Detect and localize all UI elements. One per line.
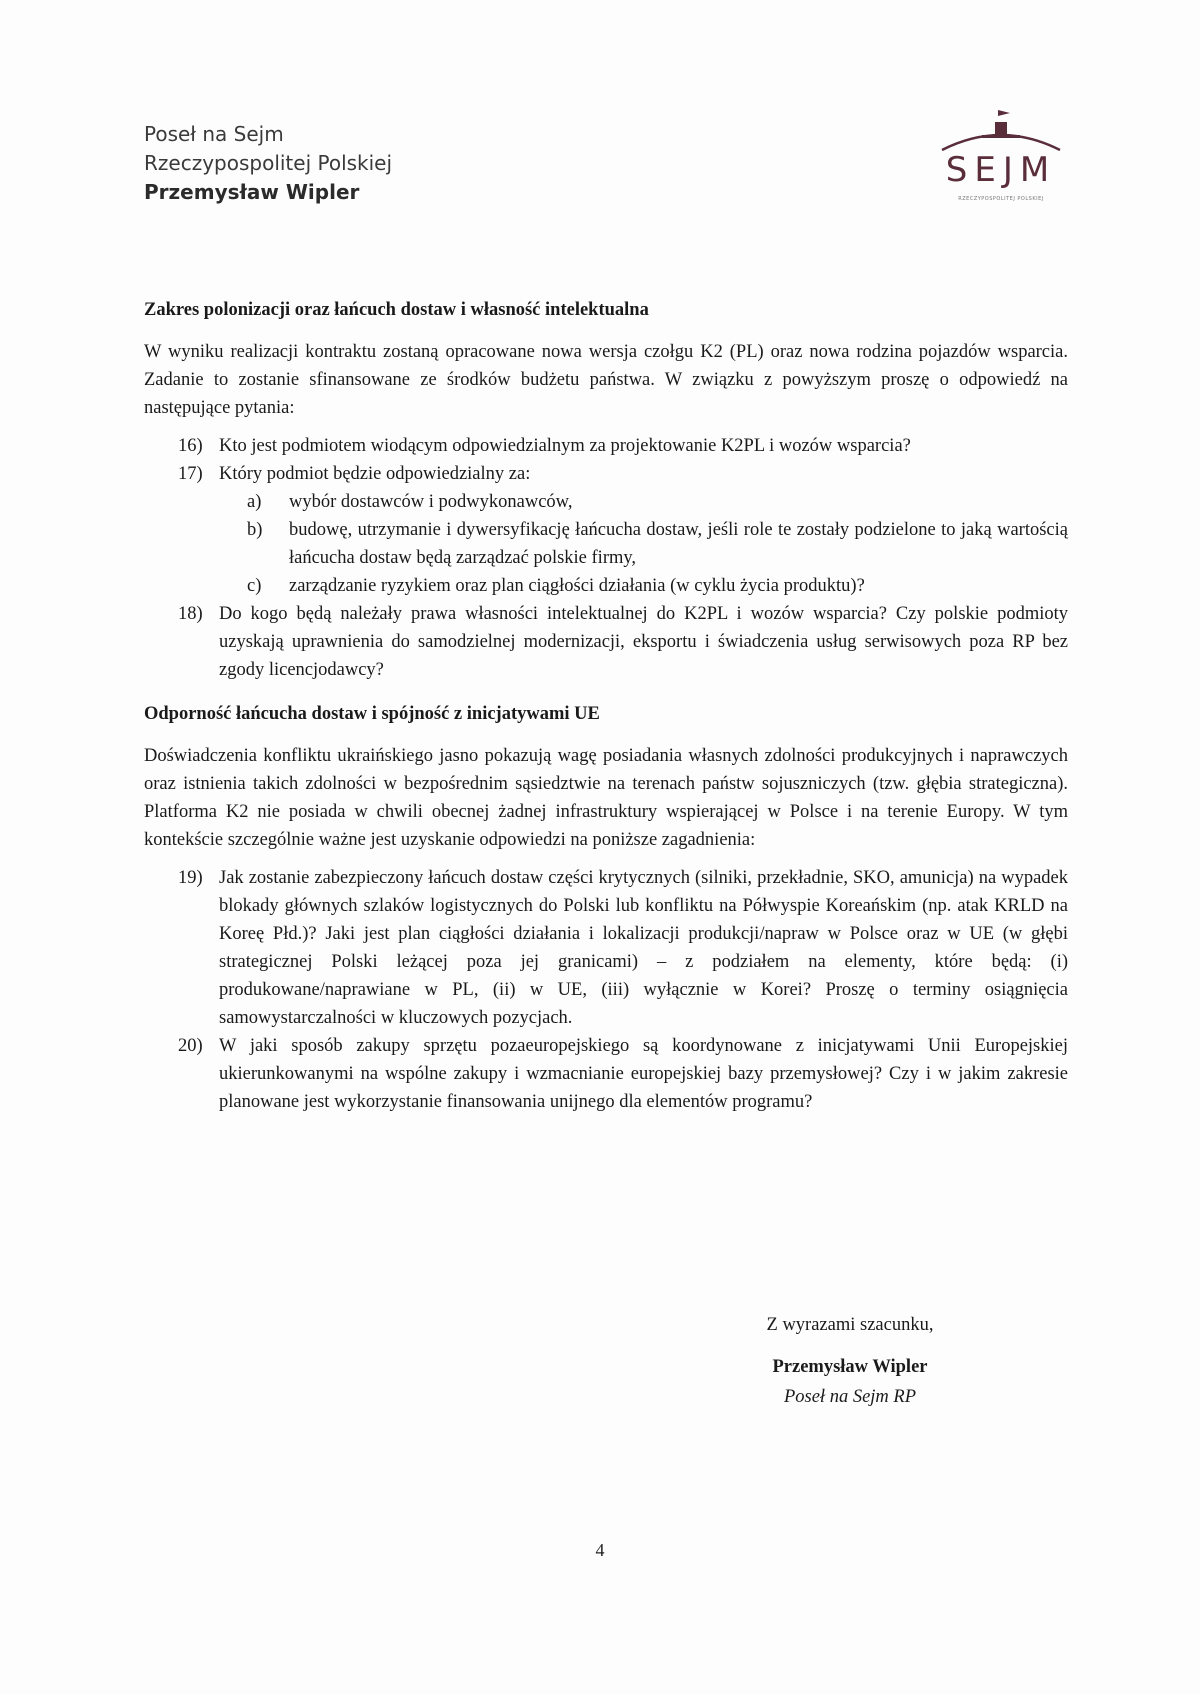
section-1-heading: Zakres polonizacji oraz łańcuch dostaw i własność intelektualna (144, 300, 649, 320)
letterhead-line-1: Poseł na Sejm (144, 122, 284, 146)
sub-item (219, 516, 1068, 572)
page-number: 4 (595, 1540, 605, 1560)
question-number: 17) (178, 464, 203, 484)
question-18 (144, 600, 1068, 684)
letterhead-name: Przemysław Wipler (144, 180, 360, 204)
signatory-name: Przemysław Wipler (772, 1357, 928, 1377)
question-20 (144, 1032, 1068, 1116)
section-2-heading: Odporność łańcucha dostaw i spójność z inicjatywami UE (144, 704, 600, 724)
question-list-1 (144, 432, 1068, 684)
closing-greeting: Z wyrazami szacunku, (766, 1315, 934, 1335)
question-list-2 (144, 864, 1068, 1116)
sub-item-text: budowę, utrzymanie i dywersyfikację łańcucha dostaw, jeśli role te zostały podzielone to jaką wartością łańcucha dostaw będą zarządzać polskie firmy, (289, 520, 1068, 568)
sub-item-letter: b) (247, 520, 263, 540)
sejm-logo (932, 108, 1070, 208)
question-text: Który podmiot będzie odpowiedzialny za: (219, 464, 531, 484)
letterhead (144, 120, 584, 207)
sub-item (219, 488, 1068, 516)
question-number: 18) (178, 604, 203, 624)
sub-item (219, 572, 1068, 600)
sejm-eagle-icon (932, 108, 1070, 152)
question-16 (144, 432, 1068, 460)
closing-block (700, 1310, 1000, 1412)
question-text: Do kogo będą należały prawa własności intelektualnej do K2PL i wozów wsparcia? Czy polskie podmioty uzyskają uprawnienia do samodzielnej modernizacji, eksportu i świadczenia usług serwisowych poza RP bez zgody licencjodawcy? (219, 604, 1068, 680)
question-text: Kto jest podmiotem wiodącym odpowiedzialnym za projektowanie K2PL i wozów wsparcia? (219, 436, 911, 456)
sub-item-letter: a) (247, 492, 262, 512)
sub-item-text: zarządzanie ryzykiem oraz plan ciągłości działania (w cyklu życia produktu)? (289, 576, 865, 596)
sub-item-letter: c) (247, 576, 262, 596)
question-text: Jak zostanie zabezpieczony łańcuch dostaw części krytycznych (silniki, przekładnie, SKO, amunicja) na wypadek blokady głównych szlaków logistycznych do Polski lub konfliktu na Półwyspie Koreańskim (np. atak KRLD na Koreę Płd.)? Jaki jest plan ciągłości działania i lokalizacji produkcji/napraw w Polsce oraz w UE (w głębi strategicznej Polski leżącej poza jej granicami) – z podziałem na elementy, które będą: (i) produkowane/naprawiane w PL, (ii) w UE, (iii) wyłącznie w Korei? Proszę o terminy osiągnięcia samowystarczalności w kluczowych pozycjach. (219, 868, 1068, 1028)
letterhead-line-2: Rzeczypospolitej Polskiej (144, 151, 393, 175)
section-2-intro: Doświadczenia konfliktu ukraińskiego jasno pokazują wagę posiadania własnych zdolności produkcyjnych i naprawczych oraz istnienia takich zdolności w bezpośrednim sąsiedztwie na terenach państw sojuszniczych (tzw. głębia strategiczna). Platforma K2 nie posiada w chwili obecnej żadnej infrastruktury wspierającej w Polsce i na terenie Europy. W tym kontekście szczególnie ważne jest uzyskanie odpowiedzi na poniższe zagadnienia: (144, 746, 1068, 850)
question-text: W jaki sposób zakupy sprzętu pozaeuropejskiego są koordynowane z inicjatywami Unii Europejskiej ukierunkowanymi na wspólne zakupy i wzmacnianie europejskiej bazy przemysłowej? Czy i w jakim zakresie planowane jest wykorzystanie finansowania unijnego dla elementów programu? (219, 1036, 1068, 1112)
question-19 (144, 864, 1068, 1032)
sub-item-text: wybór dostawców i podwykonawców, (289, 492, 573, 512)
section-2 (144, 700, 1068, 1116)
section-1-intro: W wyniku realizacji kontraktu zostaną opracowane nowa wersja czołgu K2 (PL) oraz nowa rodzina pojazdów wsparcia. Zadanie to zostanie sfinansowane ze środków budżetu państwa. W związku z powyższym proszę o odpowiedź na następujące pytania: (144, 342, 1068, 418)
logo-subtitle: RZECZYPOSPOLITEJ POLSKIEJ (958, 196, 1044, 202)
letter-body (144, 296, 1068, 1128)
question-number: 19) (178, 868, 203, 888)
question-number: 20) (178, 1036, 203, 1056)
logo-text: SEJM (945, 150, 1057, 190)
question-17 (144, 460, 1068, 600)
question-number: 16) (178, 436, 203, 456)
question-17-sublist (219, 488, 1068, 600)
signatory-role: Poseł na Sejm RP (783, 1387, 917, 1407)
